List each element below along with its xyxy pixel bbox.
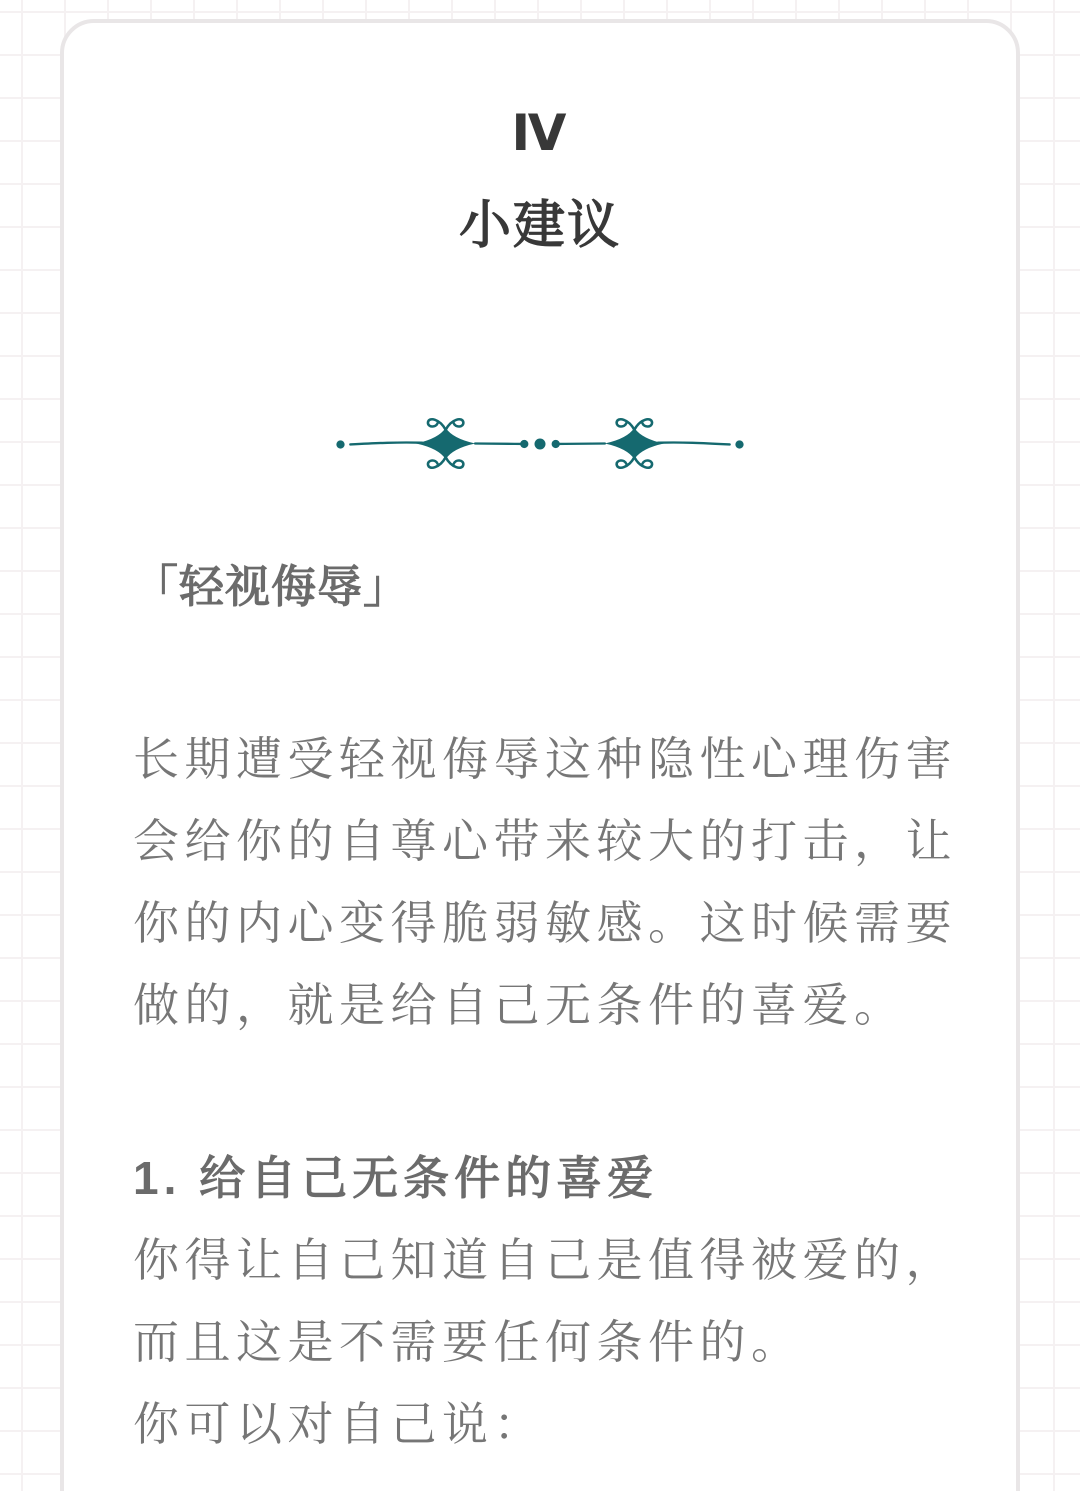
paragraph-line: 而且这是不需要任何条件的。: [133, 1316, 803, 1368]
section-heading: 1. 给自己无条件的喜爱: [133, 1152, 659, 1204]
paragraph-line: 长期遭受轻视侮辱这种隐性心理伤害: [133, 733, 957, 785]
paragraph-line: 你可以对自己说：: [133, 1398, 545, 1450]
flourish-divider-icon: [333, 415, 747, 472]
section-1: [133, 1137, 976, 1465]
paragraph-line: 做的，就是给自己无条件的喜爱。: [133, 979, 906, 1031]
chapter-title: 小建议: [458, 197, 621, 255]
content-card: [60, 19, 1020, 1491]
paragraph-line: 你得让自己知道自己是值得被爱的，: [133, 1234, 957, 1286]
paragraph-line: 你的内心变得脆弱敏感。这时候需要: [133, 897, 957, 949]
chapter-number: Ⅳ: [511, 105, 569, 161]
paragraph-1: [133, 718, 976, 1046]
quote-heading: 「轻视侮辱」: [133, 561, 410, 612]
paragraph-line: 会给你的自尊心带来较大的打击，让: [133, 815, 957, 867]
